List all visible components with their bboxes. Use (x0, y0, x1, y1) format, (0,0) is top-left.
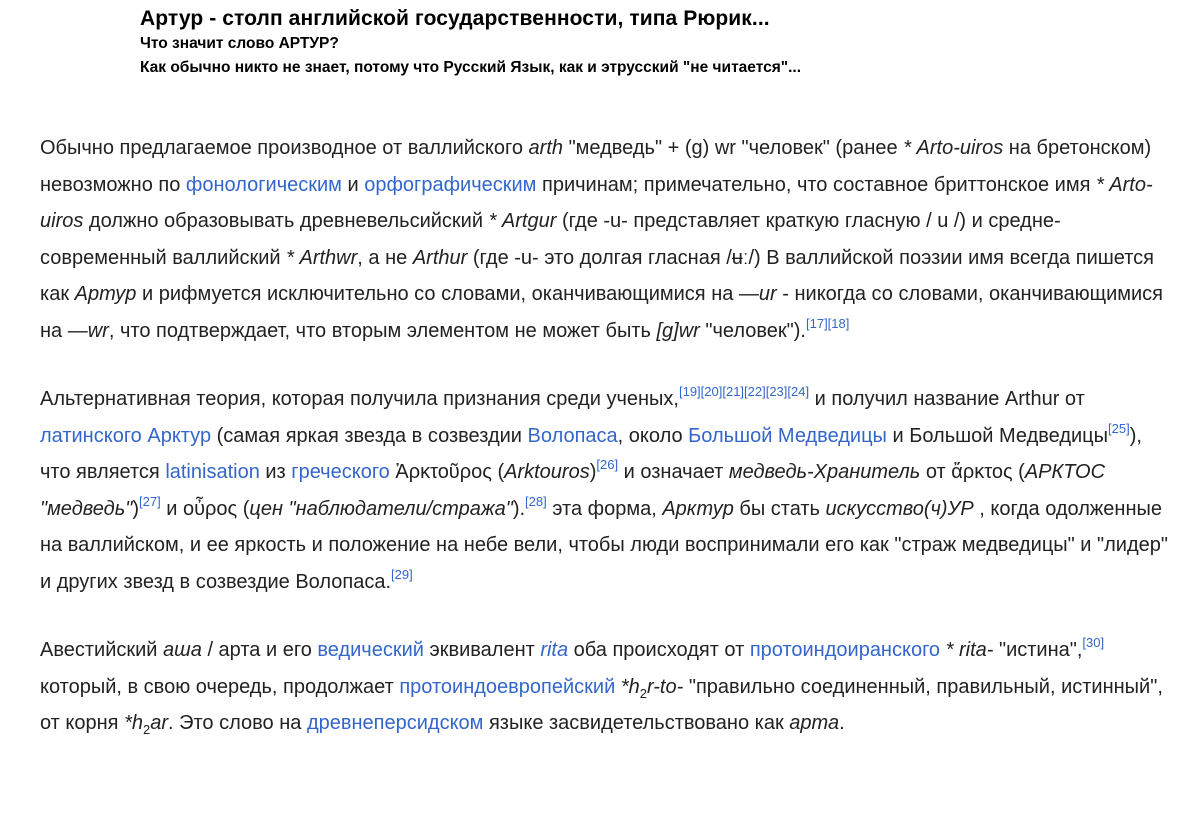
term-italic: *h (620, 675, 640, 698)
page-header (140, 6, 801, 80)
text: , около (617, 424, 689, 447)
text: "медведь" + (g) wr "человек" (ранее (563, 137, 904, 159)
text: ). (512, 497, 526, 520)
text: , а не (357, 246, 413, 269)
paragraph-alternative-theory (40, 381, 1170, 600)
term-italic: * Artgur (488, 210, 557, 232)
link-vedic[interactable]: ведический (317, 639, 424, 661)
citation-30[interactable]: [30] (1082, 635, 1105, 650)
paragraph-etymology (40, 130, 1170, 349)
text: ) (132, 497, 140, 520)
text: Авестийский (40, 639, 164, 661)
term-italic: arth (528, 137, 564, 159)
term-italic: Арктур (662, 497, 734, 520)
term-italic: Arktouros (504, 461, 590, 483)
text: Альтернативная теория, которая получила признания среди ученых, (40, 388, 679, 410)
text: бы стать (733, 497, 826, 520)
text: и рифмуется исключительно со словами, оканчивающимися на (136, 283, 739, 305)
citation-29[interactable]: [29] (391, 566, 413, 582)
term-italic: *h (124, 712, 143, 734)
text: "истина", (993, 639, 1083, 661)
link-latinisation[interactable]: latinisation (165, 461, 260, 483)
text: (самая яркая звезда в созвездии (211, 424, 528, 447)
subscript: 2 (142, 722, 151, 737)
link-phonological[interactable]: фонологическим (185, 173, 342, 196)
text: ), что является (40, 424, 1142, 483)
text: (где -u- представляет краткую гласную / u /) и средне-современный валлийский (40, 210, 1061, 269)
term-italic: медведь-Хранитель (728, 461, 921, 483)
text: и (341, 173, 365, 196)
term-italic: Артур (74, 283, 137, 305)
page-note: Как обычно никто не знает, потому что Русский Язык, как и этрусский "не читается"... (140, 59, 802, 76)
link-greek[interactable]: греческого (291, 461, 390, 483)
text: (где -u- это долгая гласная /ʉː/) В валлийской поэзии имя всегда пишется как (40, 246, 1155, 305)
article-body (40, 130, 1170, 774)
page-title: Артур - столп английской государственности, типа Рюрик... (140, 7, 770, 30)
link-latin-arcturus[interactable]: латинского Арктур (40, 424, 212, 447)
text: причинам; примечательно, что составное бриттонское имя (536, 173, 1096, 196)
text: на бретонском) невозможно по (40, 137, 1152, 196)
term-italic: [g]wr (656, 319, 700, 342)
citation-28[interactable]: [28] (525, 493, 547, 509)
text: Обычно предлагаемое производное от валлийского (40, 137, 529, 159)
link-proto-indo-iranian[interactable]: протоиндоиранского (749, 639, 941, 661)
term-italic: * rita- (945, 639, 994, 661)
link-ursa-major[interactable]: Большой Медведицы (688, 424, 887, 447)
text: и получил название Arthur от (809, 388, 1085, 410)
term-italic: r-to- (646, 675, 684, 698)
term-italic: арта (789, 712, 840, 734)
citation-26[interactable]: [26] (596, 457, 619, 472)
text: . Это слово на (168, 712, 307, 734)
term-italic: —ur (738, 283, 777, 305)
page-subtitle: Что значит слово АРТУР? (140, 35, 339, 52)
term-italic: АРКТОС "медведь" (40, 461, 1106, 520)
citation-17-18[interactable]: [17][18] (806, 315, 850, 331)
text: , когда одолженные на валлийском, и ее яркость и положение на небе вели, чтобы люди воспринимали его как "страж медведицы" и "лидер" и других звезд в созвездие Волопаса. (40, 497, 1168, 593)
text: от ἄρκτος ( (920, 461, 1025, 483)
term-italic: аша (163, 639, 202, 661)
link-rita[interactable]: rita (540, 639, 569, 661)
text: ) (589, 461, 597, 483)
citation-27[interactable]: [27] (139, 493, 161, 509)
text: и οὖρος ( (160, 497, 250, 520)
text: , что подтверждает, что вторым элементом не может быть (108, 319, 657, 342)
text: "человек"). (699, 319, 806, 342)
text: и означает (618, 461, 729, 483)
paragraph-avestan (40, 632, 1170, 742)
text: Ἀρκτοῦρος ( (389, 461, 505, 483)
text: и Большой Медведицы (886, 424, 1109, 447)
term-italic: —wr (67, 319, 109, 342)
text: должно образовывать древневельсийский (83, 210, 489, 232)
text: - никогда со словами, оканчивающимися на (40, 283, 1164, 342)
text: / арта и его (201, 639, 318, 661)
link-orthographic[interactable]: орфографическим (364, 173, 537, 196)
text: из (259, 461, 292, 483)
text: . (839, 712, 845, 734)
text: эта форма, (546, 497, 663, 520)
link-old-persian[interactable]: древнеперсидском (306, 712, 484, 734)
term-italic: ar (150, 712, 168, 734)
link-proto-indo-european[interactable]: протоиндоевропейский (399, 675, 616, 698)
text: языке засвидетельствовано как (483, 712, 790, 734)
link-bootes[interactable]: Волопаса (527, 424, 618, 447)
citation-19-24[interactable]: [19][20][21][22][23][24] (678, 384, 810, 399)
term-italic: Arthur (412, 246, 468, 269)
text: который, в свою очередь, продолжает (40, 675, 400, 698)
text: эквивалент (423, 639, 541, 661)
term-italic: * Arthwr (286, 246, 358, 269)
text: "правильно соединенный, правильный, истинный", от корня (40, 675, 1163, 734)
term-italic: * Arto-uiros (903, 137, 1004, 159)
subscript: 2 (639, 685, 647, 701)
citation-25[interactable]: [25] (1108, 420, 1130, 436)
term-italic: искусство(ч)УР (825, 497, 974, 520)
term-italic: * Arto-uiros (40, 173, 1153, 232)
term-italic: цен "наблюдатели/стража" (249, 497, 513, 520)
text: оба происходят от (568, 639, 750, 661)
